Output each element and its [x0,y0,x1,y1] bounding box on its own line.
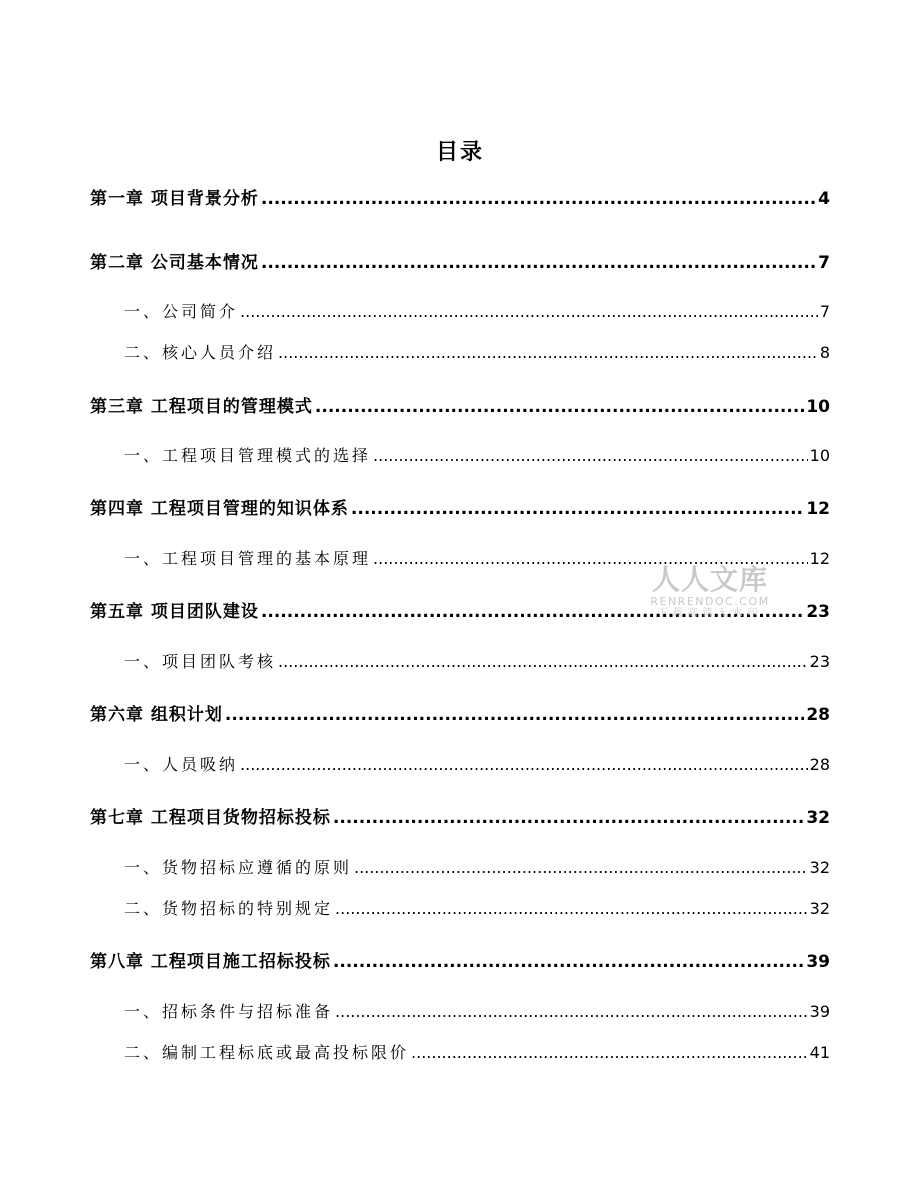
toc-entry-page: 28 [806,705,830,725]
toc-entry[interactable] [90,494,830,519]
toc-entry[interactable] [90,803,830,828]
toc-entry-number: 一、 [124,446,163,465]
toc-leader-dots [261,189,816,209]
toc-entry-number: 第五章 [90,602,144,622]
watermark-logo-text: 人人文库 [651,563,768,596]
toc-entry-text: 工程项目管理模式的选择 [162,446,372,465]
toc-entry[interactable] [90,299,830,322]
toc-entry-page: 32 [809,858,830,877]
toc-entry-text: 项目团队建设 [150,602,259,622]
toc-entry-page: 4 [818,189,830,209]
toc-entry-text: 工程项目货物招标投标 [150,808,331,828]
toc-entry-text: 招标条件与招标准备 [162,1002,334,1021]
toc-entry-page: 12 [806,499,830,519]
toc-entry-number: 第八章 [90,952,144,972]
toc-entry[interactable] [90,443,830,466]
toc-entry-text: 项目团队考核 [162,652,277,671]
toc-entry-text: 组积计划 [150,705,223,725]
toc-entry-page: 41 [809,1043,830,1062]
toc-entry-text: 货物招标应遵循的原则 [162,858,353,877]
toc-entry-number: 一、 [124,302,163,321]
toc-entry-page: 10 [809,446,830,465]
toc-entry-text: 公司简介 [162,302,239,321]
toc-leader-dots [225,705,804,725]
toc-entry-number: 一、 [124,755,163,774]
toc-entry-page: 39 [806,952,830,972]
toc-leader-dots [333,808,804,828]
toc-entry-text: 工程项目管理的基本原理 [162,549,372,568]
toc-entry[interactable] [90,947,830,972]
toc-entry[interactable] [90,392,830,417]
toc-entry[interactable] [90,700,830,725]
toc-entry-page: 12 [809,549,830,568]
toc-entry-number: 第六章 [90,705,144,725]
toc-entry-text: 编制工程标底或最高投标限价 [162,1043,410,1062]
toc-entry-page: 23 [806,602,830,622]
toc-entry-number: 第一章 [90,189,144,209]
toc-entry-page: 8 [819,343,830,362]
toc-entry-page: 39 [809,1002,830,1021]
toc-entry-text: 工程项目的管理模式 [150,397,313,417]
toc-entry-page: 28 [809,755,830,774]
toc-entry-text: 工程项目施工招标投标 [150,952,331,972]
toc-entry-text: 项目背景分析 [150,189,259,209]
toc-title: 目录 [435,139,484,165]
toc-entry-number: 一、 [124,652,163,671]
toc-leader-dots [278,343,818,362]
toc-leader-dots [261,253,816,273]
toc-entry-number: 二、 [124,899,163,918]
toc-leader-dots [333,952,804,972]
toc-entry-number: 二、 [124,343,163,362]
toc-entry-text: 公司基本情况 [150,253,259,273]
toc-leader-dots [373,446,808,465]
toc-entry[interactable] [90,855,830,878]
toc-entry-text: 工程项目管理的知识体系 [150,499,349,519]
toc-entry-number: 二、 [124,1043,163,1062]
toc-leader-dots [411,1043,808,1062]
toc-leader-dots [315,397,804,417]
toc-entry-number: 第四章 [90,499,144,519]
toc-leader-dots [335,899,808,918]
toc-entry[interactable] [90,340,830,363]
toc-entry[interactable] [90,999,830,1022]
toc-entry-number: 第七章 [90,808,144,828]
toc-leader-dots [335,1002,808,1021]
toc-entry-number: 一、 [124,1002,163,1021]
toc-leader-dots [240,755,808,774]
toc-leader-dots [278,652,808,671]
toc-entry[interactable] [90,896,830,919]
toc-entry[interactable] [90,1040,830,1063]
toc-entry-page: 7 [819,302,830,321]
toc-entry-number: 一、 [124,858,163,877]
toc-entry[interactable] [90,752,830,775]
watermark-slogan: 下载高清无水印 [657,608,763,619]
toc-entry-page: 32 [806,808,830,828]
watermark-domain: RENRENDOC.COM [650,595,770,608]
toc-entry-number: 一、 [124,549,163,568]
toc-entry-text: 人员吸纳 [162,755,239,774]
toc-entry[interactable] [90,649,830,672]
toc-entry[interactable] [90,184,830,209]
toc-entry-text: 核心人员介绍 [162,343,277,362]
toc-entry-page: 10 [806,397,830,417]
toc-entry-number: 第二章 [90,253,144,273]
toc-entry[interactable] [90,248,830,273]
toc-entry-number: 第三章 [90,397,144,417]
toc-entry-page: 23 [809,652,830,671]
watermark [648,563,772,619]
toc-leader-dots [354,858,808,877]
toc-entry-page: 7 [818,253,830,273]
toc-leader-dots [351,499,804,519]
toc-entry-text: 货物招标的特别规定 [162,899,334,918]
toc-entry-page: 32 [809,899,830,918]
toc-leader-dots [240,302,818,321]
